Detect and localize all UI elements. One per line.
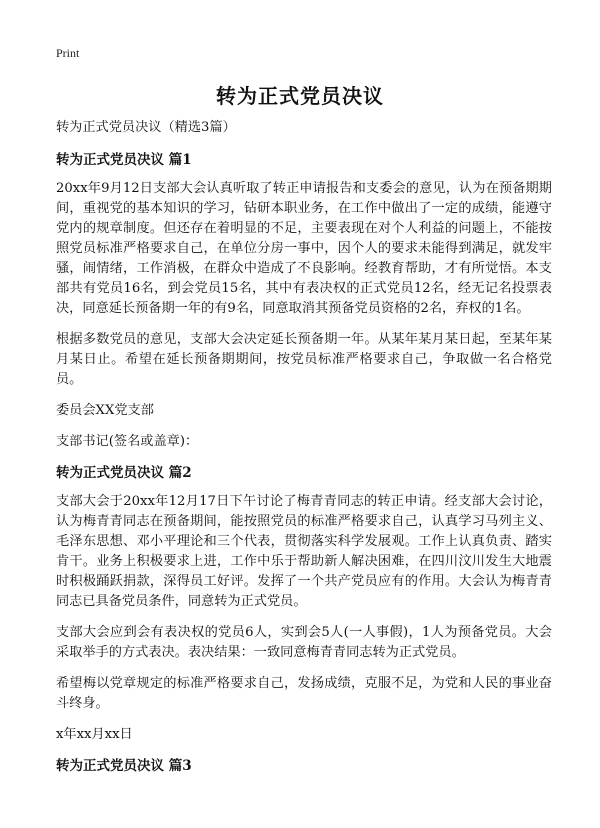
paragraph: 20xx年9月12日支部大会认真听取了转正申请报告和支委会的意见，认为在预备期期间，重视党的基本知识的学习，钻研本职业务，在工作中做出了一定的成绩，能遵守党内的规章制度。但还存在着明显的不足，主要表现在对个人利益的问题上，不能按照党员标准严格要求自己，在单位分房一事中，因个人的要求未能得到满足，就发牢骚，闹情绪，工作消极，在群众中造成了不良影响。经教育帮助，才有所觉悟。本支部共有党员16名，到会党员15名，其中有表决权的正式党员12名，经无记名投票表决，同意延长预备期一年的有9名，同意取消其预备党员资格的2名，弃权的1名。 (56, 181, 552, 316)
section-heading: 转为正式党员决议 篇1 (56, 152, 192, 168)
signature-line: 支部书记(签名或盖章)： (56, 434, 199, 449)
signature-org: 委员会XX党支部 (56, 403, 154, 418)
document-subtitle: 转为正式党员决议（精选3篇） (56, 120, 236, 135)
print-link[interactable]: Print (56, 46, 80, 60)
paragraph: 根据多数党员的意见，支部大会决定延长预备期一年。从某年某月某日起，至某年某月某日止。希望在延长预备期期间，按党员标准严格要求自己，争取做一名合格党员。 (56, 332, 552, 387)
section-heading: 转为正式党员决议 篇3 (56, 758, 192, 774)
document-body (56, 118, 552, 785)
page-title: 转为正式党员决议 (216, 84, 384, 108)
paragraph: 支部大会于20xx年12月17日下午讨论了梅青青同志的转正申请。经支部大会讨论，认为梅青青同志在预备期间，能按照党员的标准严格要求自己，认真学习马列主义、毛泽东思想、邓小平理论和三个代表，贯彻落实科学发展观。工作上认真负责、踏实肯干。业务上积极要求上进，工作中乐于帮助新人解决困难，在四川汶川发生大地震时积极踊跃捐款，深得员工好评。发挥了一个共产党员应有的作用。大会认为梅青青同志已具备党员条件，同意转为正式党员。 (56, 494, 552, 609)
date-line: x年xx月xx日 (56, 727, 133, 742)
section-heading: 转为正式党员决议 篇2 (56, 465, 192, 481)
paragraph: 支部大会应到会有表决权的党员6人，实到会5人(一人事假)，1人为预备党员。大会采取举手的方式表决。表决结果：一致同意梅青青同志转为正式党员。 (56, 625, 552, 660)
paragraph: 希望梅以党章规定的标准严格要求自己，发扬成绩，克服不足，为党和人民的事业奋斗终身。 (56, 676, 552, 711)
